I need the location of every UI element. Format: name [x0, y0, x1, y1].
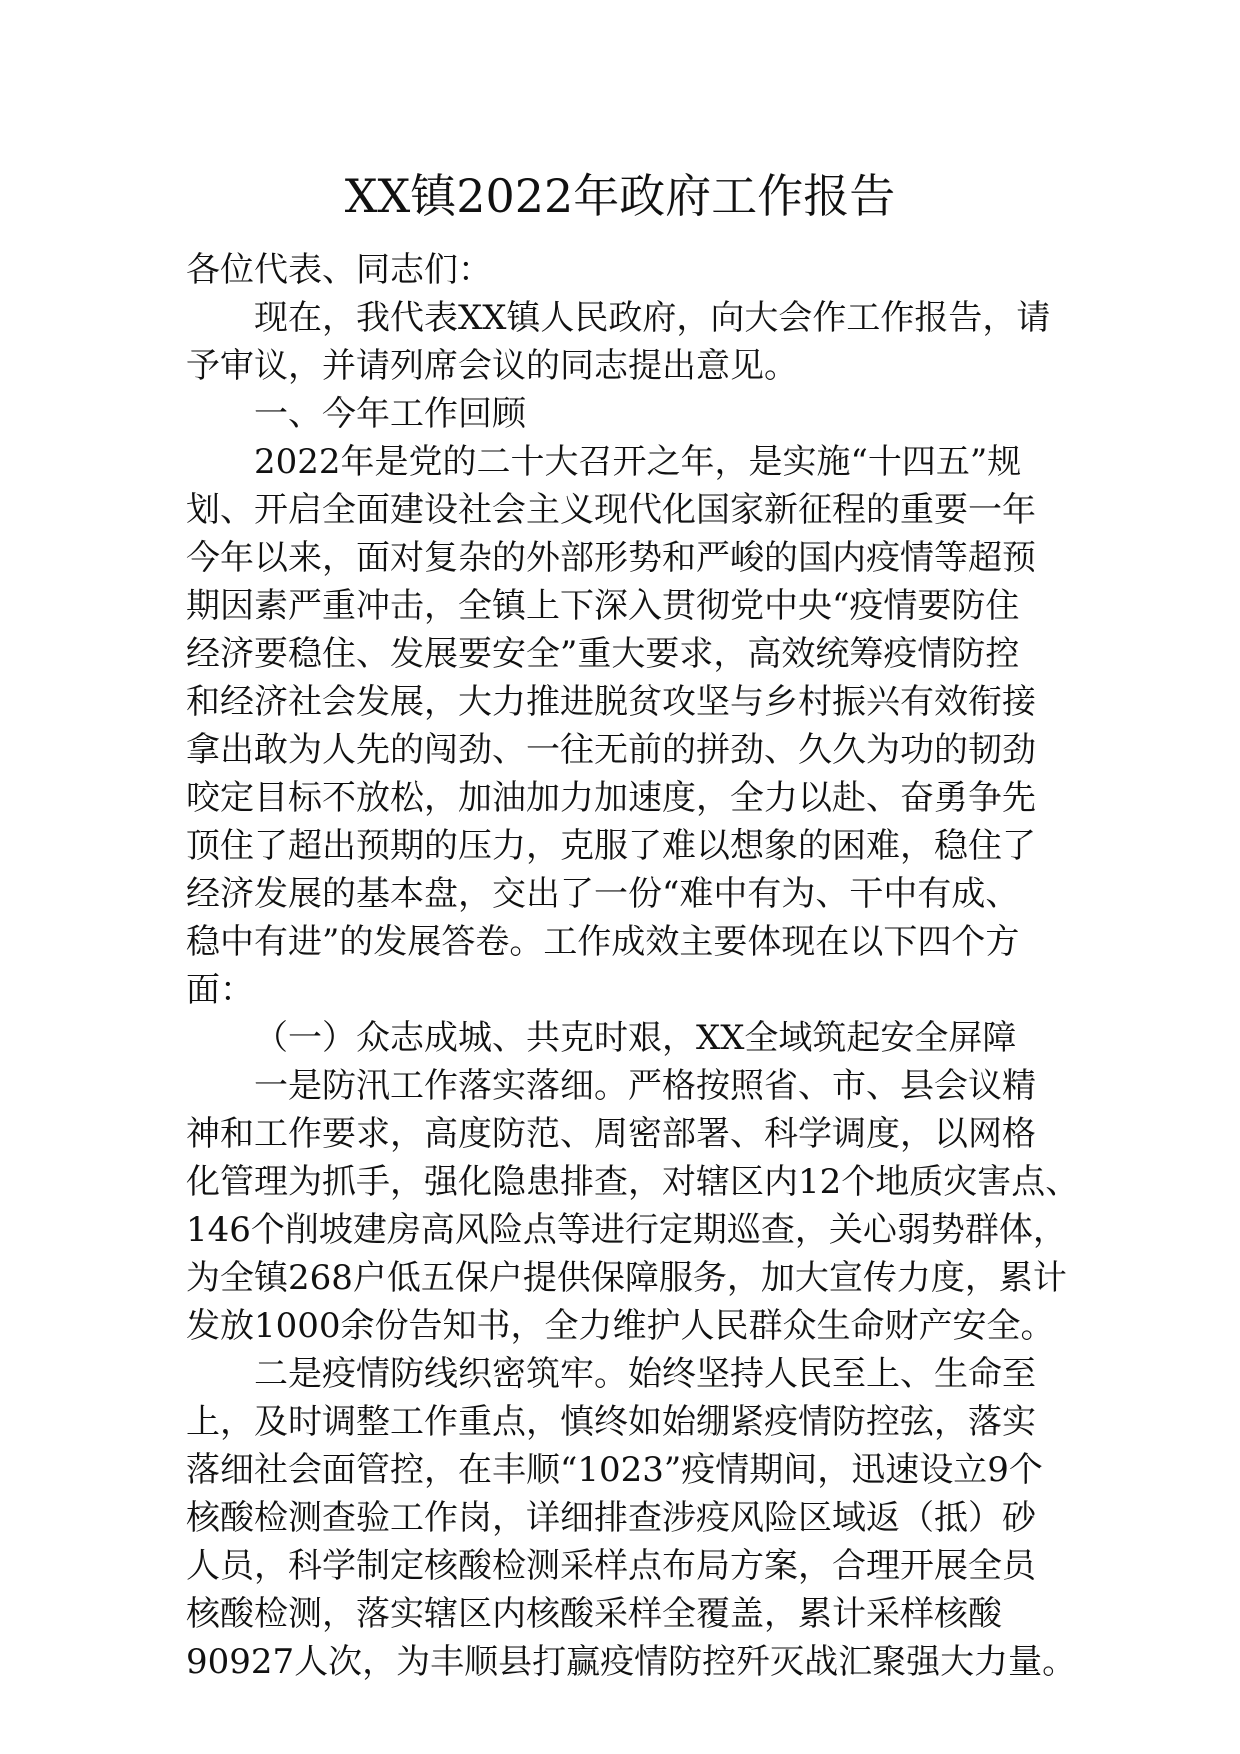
text-line: 咬定目标不放松，加油加力加速度，全力以赴、奋勇争先: [186, 778, 1036, 818]
text-line: 核酸检测，落实辖区内核酸采样全覆盖，累计采样核酸: [186, 1594, 1002, 1634]
page-title: XX镇2022年政府工作报告: [344, 169, 896, 223]
text-line: 现在，我代表XX镇人民政府，向大会作工作报告，请: [254, 298, 1051, 338]
text-line: 2022年是党的二十大召开之年，是实施“十四五”规: [254, 442, 1022, 482]
text-line: 今年以来，面对复杂的外部形势和严峻的国内疫情等超预: [186, 538, 1036, 578]
text-line: 落细社会面管控，在丰顺“1023”疫情期间，迅速设立9个: [186, 1450, 1043, 1490]
text-line: 神和工作要求，高度防范、周密部署、科学调度，以网格: [186, 1114, 1036, 1154]
text-line: 90927人次，为丰顺县打赢疫情防控歼灭战汇聚强大力量。: [186, 1642, 1077, 1682]
text-line: 化管理为抓手，强化隐患排查，对辖区内12个地质灾害点、: [186, 1162, 1080, 1202]
text-line: 和经济社会发展，大力推进脱贫攻坚与乡村振兴有效衔接: [186, 682, 1036, 722]
text-line: 划、开启全面建设社会主义现代化国家新征程的重要一年: [186, 490, 1036, 530]
text-line: 予审议，并请列席会议的同志提出意见。: [186, 346, 798, 386]
document-body: [186, 246, 1080, 1686]
text-line: 顶住了超出预期的压力，克服了难以想象的困难，稳住了: [186, 826, 1036, 866]
text-line: 经济要稳住、发展要安全”重大要求，高效统筹疫情防控: [186, 634, 1020, 674]
text-line: 经济发展的基本盘，交出了一份“难中有为、干中有成、: [186, 874, 1020, 914]
text-line: （一）众志成城、共克时艰，XX全域筑起安全屏障: [254, 1018, 1017, 1058]
text-line: 为全镇268户低五保户提供保障服务，加大宣传力度，累计: [186, 1258, 1067, 1298]
text-line: 稳中有进”的发展答卷。工作成效主要体现在以下四个方: [186, 922, 1020, 962]
text-line: 人员，科学制定核酸检测采样点布局方案，合理开展全员: [186, 1546, 1036, 1586]
text-line: 各位代表、同志们：: [186, 250, 492, 290]
text-line: 二是疫情防线织密筑牢。始终坚持人民至上、生命至: [254, 1354, 1036, 1394]
text-line: 拿出敢为人先的闯劲、一往无前的拼劲、久久为功的韧劲: [186, 730, 1036, 770]
text-line: 期因素严重冲击，全镇上下深入贯彻党中央“疫情要防住: [186, 586, 1020, 626]
text-line: 发放1000余份告知书，全力维护人民群众生命财产安全。: [186, 1306, 1055, 1346]
text-line: 核酸检测查验工作岗，详细排查涉疫风险区域返（抵）砂: [186, 1498, 1036, 1538]
text-line: 一是防汛工作落实落细。严格按照省、市、县会议精: [254, 1066, 1036, 1106]
text-line: 146个削坡建房高风险点等进行定期巡查，关心弱势群体，: [186, 1210, 1067, 1250]
text-line: 面：: [186, 970, 254, 1010]
text-line: 上，及时调整工作重点，慎终如始绷紧疫情防控弦，落实: [186, 1402, 1036, 1442]
text-line: 一、今年工作回顾: [254, 394, 526, 434]
